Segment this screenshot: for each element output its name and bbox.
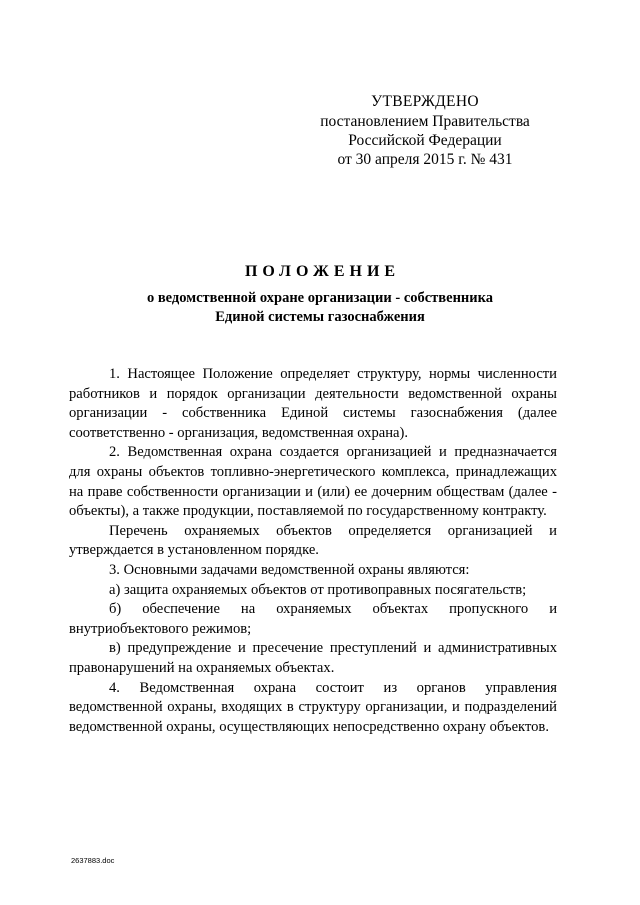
document-subtitle xyxy=(60,289,580,327)
paragraph-2: 2. Ведомственная охрана создается организацией и предназначается для охраны объектов топливно-энергетического комплекса, принадлежащих на праве собственности организации и (или) ее дочерним обществам (далее - объекты), а также продукции, поставляемой по государственному контракту. xyxy=(69,444,557,520)
approval-heading: УТВЕРЖДЕНО xyxy=(371,93,479,110)
approval-line-2: Российской Федерации xyxy=(348,132,502,149)
paragraph-1: 1. Настоящее Положение определяет структуру, нормы численности работников и порядок организации деятельности ведомственной охраны организации - собственника Единой системы газоснабжения (далее соответственно - организация, ведомственная охрана). xyxy=(69,366,557,441)
approval-line-3: от 30 апреля 2015 г. № 431 xyxy=(337,151,513,168)
document-title: ПОЛОЖЕНИЕ xyxy=(244,263,401,280)
paragraph-3c: в) предупреждение и пресечение преступлений и административных правонарушений на охраняемых объектах. xyxy=(69,640,557,676)
document-body xyxy=(69,365,557,737)
paragraph-4: 4. Ведомственная охрана состоит из органов управления ведомственной охраны, входящих в структуру организации, и подразделений ведомственной охраны, осуществляющих непосредственно охрану объектов. xyxy=(69,679,557,735)
approval-line-1: постановлением Правительства xyxy=(320,113,530,130)
approval-stamp xyxy=(305,92,545,169)
paragraph-objects-list: Перечень охраняемых объектов определяется организацией и утверждается в установленном порядке. xyxy=(69,522,557,559)
paragraph-3b: б) обеспечение на охраняемых объектах пропускного и внутриобъектового режимов; xyxy=(69,601,557,637)
paragraph-3: 3. Основными задачами ведомственной охраны являются: xyxy=(109,561,470,578)
paragraph-3a: а) защита охраняемых объектов от противоправных посягательств; xyxy=(109,581,527,598)
document-code: 2637883.doc xyxy=(71,856,115,865)
subtitle-line-2: Единой системы газоснабжения xyxy=(215,309,425,325)
subtitle-line-1: о ведомственной охране организации - собственника xyxy=(146,290,494,306)
